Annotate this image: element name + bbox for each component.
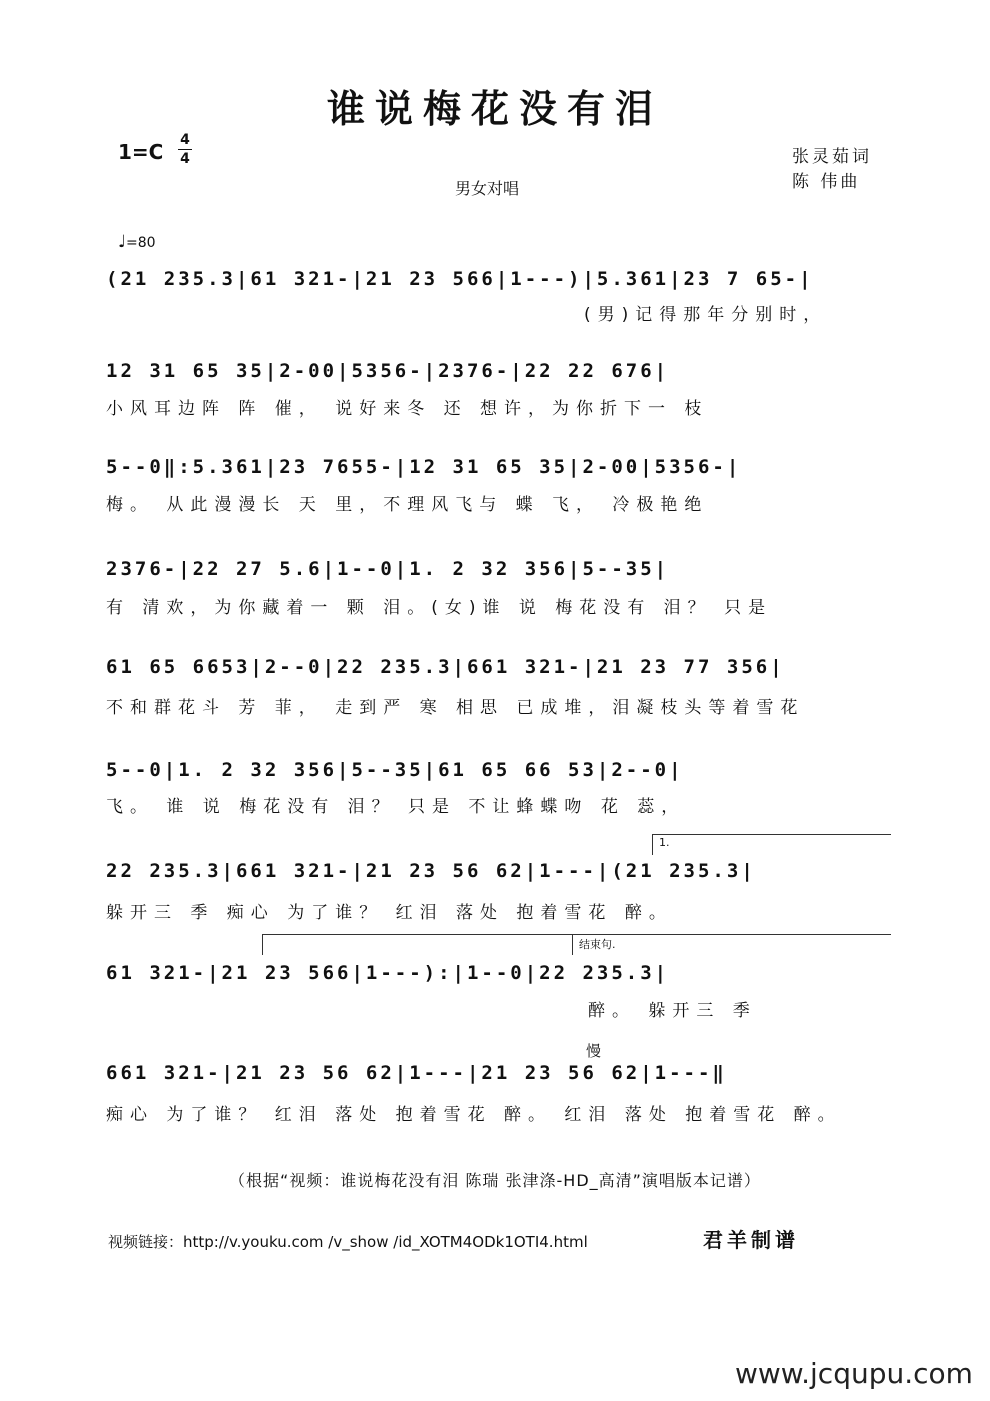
- notation-line-7: 22 235.3|661 321-|21 23 56 62|1---|(21 235.3|: [106, 860, 756, 882]
- notation-line-2: 12 31 65 35|2-00|5356-|2376-|22 22 676|: [106, 360, 670, 382]
- coda-ending-bracket: [572, 934, 891, 955]
- time-signature-top: 4: [180, 132, 190, 148]
- composer-credit: 陈 伟曲: [792, 172, 861, 192]
- lyrics-line-3: 梅。 从此漫漫长 天 里，不理风飞与 蝶 飞， 冷极艳绝: [106, 495, 709, 515]
- transcriber-signature: 君羊制谱: [703, 1228, 799, 1252]
- key-signature: 1=C: [118, 140, 164, 164]
- performance-note: 男女对唱: [455, 179, 520, 198]
- lyrics-line-8: 醉。 躲开三 季: [588, 1001, 757, 1021]
- notation-line-3: 5--0‖:5.361|23 7655-|12 31 65 35|2-00|5356-|: [106, 456, 742, 478]
- tempo-slow-marking: 慢: [586, 1042, 602, 1060]
- notation-line-8: 61 321-|21 23 566|1---):|1--0|22 235.3|: [106, 962, 670, 984]
- lyrics-line-7: 躲开三 季 痴心 为了谁？ 红泪 落处 抱着雪花 醉。: [106, 903, 673, 923]
- lyrics-line-2: 小风耳边阵 阵 催， 说好来冬 还 想许，为你折下一 枝: [106, 399, 709, 419]
- lyricist-credit: 张灵茹词: [792, 147, 872, 167]
- notation-line-6: 5--0|1. 2 32 356|5--35|61 65 66 53|2--0|: [106, 759, 684, 781]
- source-note: （根据“视频：谁说梅花没有泪 陈瑞 张津涤-HD_高清”演唱版本记谱）: [229, 1171, 761, 1190]
- coda-ending-label: 结束句.: [579, 938, 616, 951]
- first-ending-bracket: [652, 834, 891, 855]
- notation-line-9: 661 321-|21 23 56 62|1---|21 23 56 62|1---‖: [106, 1062, 727, 1084]
- repeat-ending-bracket: [262, 934, 573, 955]
- time-signature: [178, 132, 192, 167]
- notation-line-5: 61 65 6653|2--0|22 235.3|661 321-|21 23 77 356|: [106, 656, 785, 678]
- lyrics-line-6: 飞。 谁 说 梅花没有 泪？ 只是 不让蜂蝶吻 花 蕊，: [106, 797, 686, 817]
- tempo-marking: [118, 232, 156, 252]
- song-title: 谁说梅花没有泪: [326, 86, 663, 131]
- quarter-note-icon: ♩: [118, 232, 127, 252]
- first-ending-label: 1.: [659, 836, 670, 849]
- notation-line-1: (21 235.3|61 321-|21 23 566|1---)|5.361|23 7 65-|: [106, 268, 814, 290]
- tempo-value: =80: [126, 235, 156, 251]
- lyrics-line-1: (男)记得那年分别时，: [584, 305, 828, 325]
- lyrics-line-5: 不和群花斗 芳 菲， 走到严 寒 相思 已成堆，泪凝枝头等着雪花: [106, 698, 805, 718]
- notation-line-4: 2376-|22 27 5.6|1--0|1. 2 32 356|5--35|: [106, 558, 670, 580]
- lyrics-line-9: 痴心 为了谁？ 红泪 落处 抱着雪花 醉。 红泪 落处 抱着雪花 醉。: [106, 1105, 842, 1125]
- time-signature-bar: [178, 149, 192, 150]
- lyrics-line-4: 有 清欢，为你藏着一 颗 泪。(女)谁 说 梅花没有 泪？ 只是: [106, 598, 773, 618]
- video-link[interactable]: 视频链接：http://v.youku.com /v_show /id_XOTM4ODk1OTI4.html: [108, 1233, 588, 1251]
- site-watermark: www.jcqupu.com: [735, 1357, 973, 1390]
- time-signature-bottom: 4: [180, 151, 190, 167]
